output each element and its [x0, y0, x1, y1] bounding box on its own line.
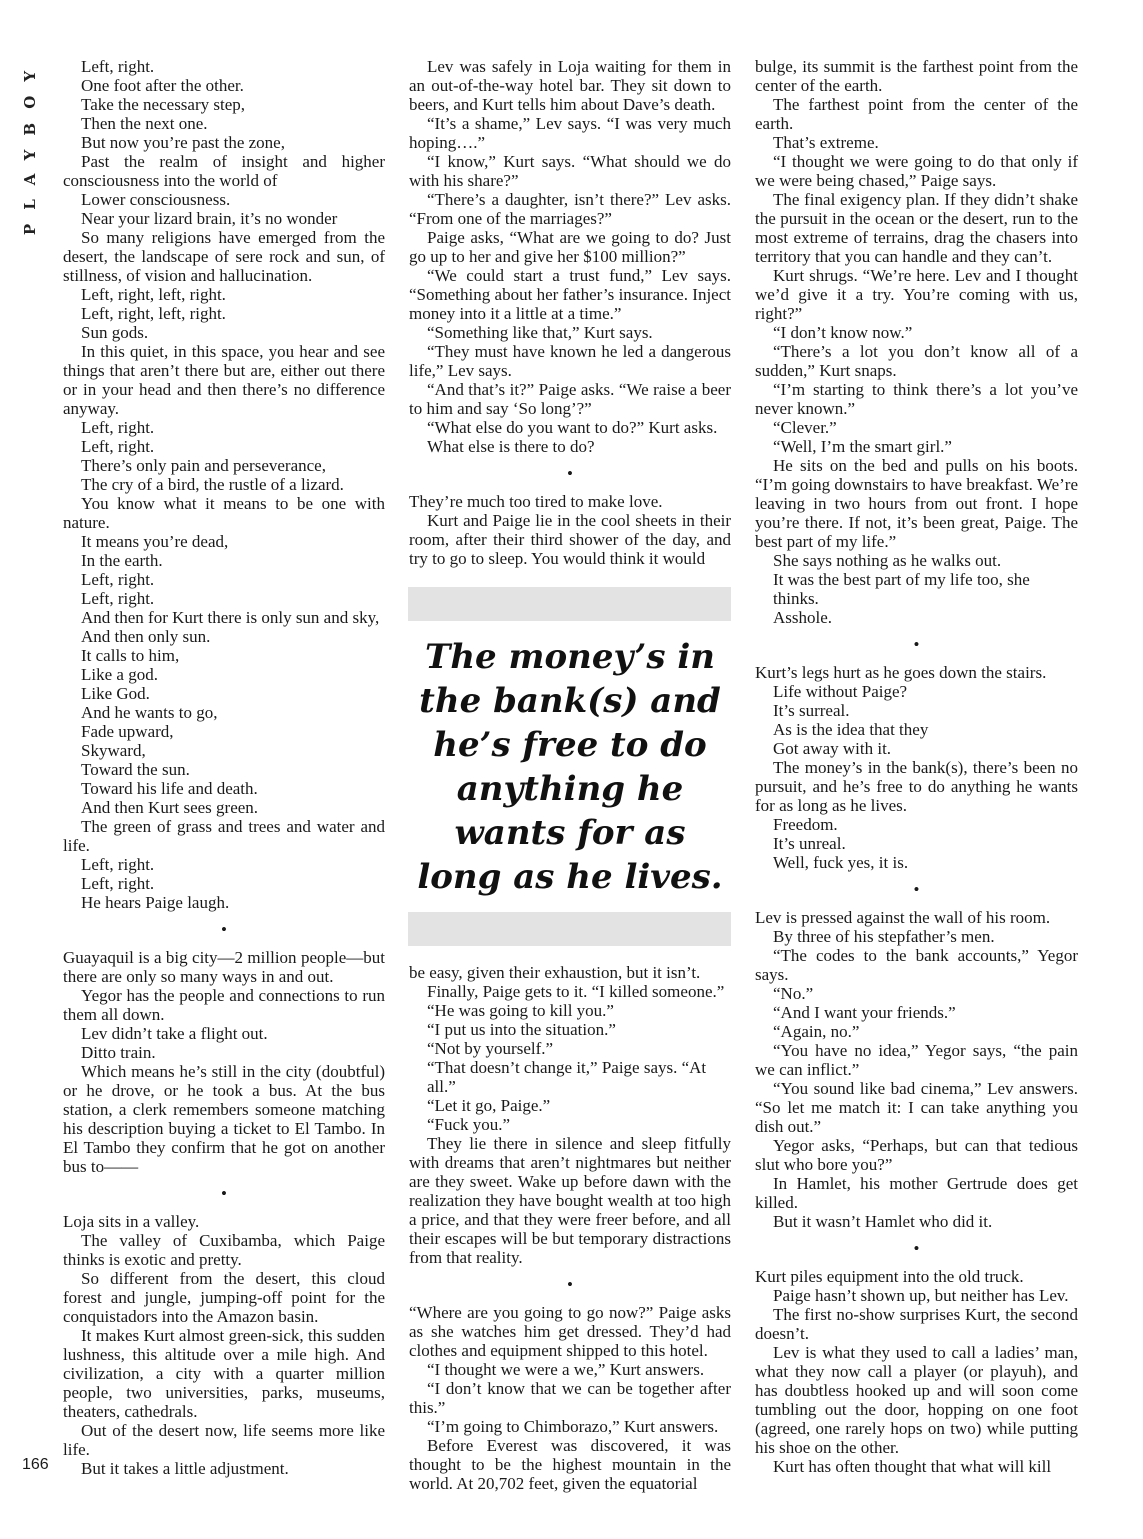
- paragraph: be easy, given their exhaustion, but it isn’t.: [409, 963, 701, 982]
- paragraph: And then only sun.: [81, 627, 211, 646]
- paragraph: “I put us into the situation.”: [427, 1020, 616, 1039]
- paragraph: Kurt has often thought that what will kill: [773, 1457, 1052, 1476]
- section-separator: •: [567, 1275, 573, 1294]
- paragraph: What else is there to do?: [427, 437, 595, 456]
- paragraph: Sun gods.: [81, 323, 149, 342]
- paragraph: Left, right, left, right.: [81, 285, 226, 304]
- paragraph: Left, right.: [81, 589, 155, 608]
- section-separator: •: [221, 920, 227, 939]
- paragraph: Got away with it.: [773, 739, 892, 758]
- paragraph: Left, right.: [81, 855, 155, 874]
- paragraph: Which means he’s still in the city (doubtful) or he drove, or he took a bus. At the bus station, a clerk remembers someone matching his description buying a ticket to El Tambo. In El Tambo they confirm that he got on another bus to——: [63, 1062, 385, 1176]
- paragraph: “What else do you want to do?” Kurt asks.: [427, 418, 718, 437]
- section-separator: •: [913, 880, 920, 899]
- paragraph: Toward the sun.: [81, 760, 190, 779]
- paragraph: Lev is pressed against the wall of his room.: [755, 908, 1051, 927]
- paragraph: Lev was safely in Loja waiting for them in an out-of-the-way hotel bar. They sit down to beers, and Kurt tells him about Dave’s death.: [409, 57, 731, 114]
- paragraph: It’s unreal.: [773, 834, 846, 853]
- paragraph: Left, right.: [81, 874, 155, 893]
- paragraph: It means you’re dead,: [81, 532, 229, 551]
- paragraph: And he wants to go,: [81, 703, 218, 722]
- paragraph: But it takes a little adjustment.: [81, 1459, 289, 1478]
- paragraph: That’s extreme.: [773, 133, 879, 152]
- paragraph: Like God.: [81, 684, 150, 703]
- paragraph: Well, fuck yes, it is.: [773, 853, 909, 872]
- paragraph: Like a god.: [81, 665, 158, 684]
- paragraph: Kurt’s legs hurt as he goes down the stairs.: [755, 663, 1047, 682]
- paragraph: Left, right.: [81, 57, 155, 76]
- paragraph: Fade upward,: [81, 722, 174, 741]
- paragraph: The green of grass and trees and water and life.: [63, 817, 385, 855]
- paragraph: Before Everest was discovered, it was thought to be the highest mountain in the world. At 20,702 feet, given the equatorial: [409, 1436, 731, 1493]
- paragraph: They’re much too tired to make love.: [409, 492, 663, 511]
- paragraph: The final exigency plan. If they didn’t shake the pursuit in the ocean or the desert, run to the most extreme of terrains, drag the chasers into territory that you can handle and they can’t.: [755, 190, 1078, 266]
- paragraph: Kurt piles equipment into the old truck.: [755, 1267, 1024, 1286]
- paragraph: Paige asks, “What are we going to do? Just go up to her and give her $100 million?”: [409, 228, 731, 266]
- paragraph: “It’s a shame,” Lev says. “I was very much hoping….”: [409, 114, 731, 152]
- paragraph: It’s surreal.: [773, 701, 850, 720]
- paragraph: They lie there in silence and sleep fitfully with dreams that aren’t nightmares but neither are they sweet. Wake up before dawn with the realization they have bought wealth at too high a price, and that they were freer before, and all their escapes will be but temporary distractions from that reality.: [409, 1134, 731, 1267]
- paragraph: Paige hasn’t shown up, but neither has Lev.: [773, 1286, 1069, 1305]
- paragraph: “I’m going to Chimborazo,” Kurt answers.: [427, 1417, 719, 1436]
- paragraph: “The codes to the bank accounts,” Yegor says.: [755, 946, 1078, 984]
- masthead: PLAYBOY: [21, 56, 39, 236]
- pull-quote-top-bar: [408, 587, 731, 621]
- paragraph: The first no-show surprises Kurt, the second doesn’t.: [755, 1305, 1078, 1343]
- paragraph: “Well, I’m the smart girl.”: [773, 437, 952, 456]
- paragraph: It calls to him,: [81, 646, 180, 665]
- column-1: [63, 57, 385, 1478]
- paragraph: Life without Paige?: [773, 682, 908, 701]
- paragraph: “I thought we were going to do that only if we were being chased,” Paige says.: [755, 152, 1078, 190]
- paragraph: By three of his stepfather’s men.: [773, 927, 995, 946]
- paragraph: Left, right.: [81, 437, 155, 456]
- paragraph: “Where are you going to go now?” Paige asks as she watches him get dressed. They’d had clothes and equipment shipped to this hotel.: [409, 1303, 731, 1360]
- paragraph: You know what it means to be one with nature.: [63, 494, 385, 532]
- paragraph: Toward his life and death.: [81, 779, 258, 798]
- paragraph: “Clever.”: [773, 418, 837, 437]
- paragraph: And then Kurt sees green.: [81, 798, 259, 817]
- section-separator: •: [567, 464, 573, 483]
- paragraph: “You sound like bad cinema,” Lev answers. “So let me match it: I can take anything you dish out.”: [755, 1079, 1078, 1136]
- paragraph: “I don’t know that we can be together after this.”: [409, 1379, 731, 1417]
- pull-quote-bottom-bar: [408, 912, 731, 946]
- paragraph: Kurt and Paige lie in the cool sheets in their room, after their third shower of the day, and try to go to sleep. You would think it would: [409, 511, 731, 568]
- paragraph: “Something like that,” Kurt says.: [427, 323, 653, 342]
- column-2-top: [409, 57, 731, 568]
- paragraph: Yegor asks, “Perhaps, but can that tedious slut who bore you?”: [755, 1136, 1078, 1174]
- section-separator: •: [221, 1184, 227, 1203]
- paragraph: So different from the desert, this cloud forest and jungle, jumping-off point for the conquistadors into the Amazon basin.: [63, 1269, 385, 1326]
- column-2-bottom: [409, 963, 731, 1493]
- paragraph: It makes Kurt almost green-sick, this sudden lushness, this altitude over a mile high. And civilization, a city with a quarter million people, two universities, parks, museums, theaters, cathedrals.: [63, 1326, 385, 1421]
- paragraph: As is the idea that they: [773, 720, 929, 739]
- paragraph: Near your lizard brain, it’s no wonder: [81, 209, 338, 228]
- paragraph: She says nothing as he walks out.: [773, 551, 1002, 570]
- pull-quote: The money’s in the bank(s) and he’s free to do anything he wants for as long as he lives.: [417, 637, 723, 897]
- paragraph: bulge, its summit is the farthest point from the center of the earth.: [755, 57, 1078, 95]
- paragraph: Finally, Paige gets to it. “I killed someone.”: [427, 982, 725, 1001]
- paragraph: Past the realm of insight and higher consciousness into the world of: [63, 152, 385, 190]
- section-separator: •: [913, 1239, 920, 1258]
- paragraph: “I don’t know now.”: [773, 323, 913, 342]
- paragraph: “Let it go, Paige.”: [427, 1096, 551, 1115]
- paragraph: But now you’re past the zone,: [81, 133, 285, 152]
- paragraph: Kurt shrugs. “We’re here. Lev and I thought we’d give it a try. You’re coming with us, right?”: [755, 266, 1078, 323]
- paragraph: “And that’s it?” Paige asks. “We raise a beer to him and say ‘So long’?”: [409, 380, 731, 418]
- paragraph: There’s only pain and perseverance,: [81, 456, 326, 475]
- paragraph: The money’s in the bank(s), there’s been no pursuit, and he’s free to do anything he wants for as long as he lives.: [755, 758, 1078, 815]
- paragraph: The valley of Cuxibamba, which Paige thinks is exotic and pretty.: [63, 1231, 385, 1269]
- paragraph: Lev didn’t take a flight out.: [81, 1024, 268, 1043]
- paragraph: Left, right.: [81, 418, 155, 437]
- paragraph: The farthest point from the center of the earth.: [755, 95, 1078, 133]
- paragraph: “There’s a daughter, isn’t there?” Lev asks. “From one of the marriages?”: [409, 190, 731, 228]
- paragraph: Ditto train.: [81, 1043, 156, 1062]
- paragraph: Skyward,: [81, 741, 146, 760]
- paragraph: “We could start a trust fund,” Lev says. “Something about her father’s insurance. Inject money into it a little at a time.”: [409, 266, 731, 323]
- paragraph: So many religions have emerged from the desert, the landscape of sere rock and sun, of stillness, of vision and hallucination.: [63, 228, 385, 285]
- paragraph: In this quiet, in this space, you hear and see things that aren’t there but are, either out there or in your head and then there’s no difference anyway.: [63, 342, 385, 418]
- paragraph: Out of the desert now, life seems more like life.: [63, 1421, 385, 1459]
- paragraph: He sits on the bed and pulls on his boots. “I’m going downstairs to have breakfast. We’re leaving in two hours from out front. I hope you’re there. If not, it’s been great, Paige. The best part of my life.”: [755, 456, 1078, 551]
- section-separator: •: [913, 635, 920, 654]
- paragraph: He hears Paige laugh.: [81, 893, 230, 912]
- paragraph: Asshole.: [773, 608, 833, 627]
- paragraph: In the earth.: [81, 551, 163, 570]
- paragraph: Take the necessary step,: [81, 95, 246, 114]
- paragraph: “That doesn’t change it,” Paige says. “At all.”: [427, 1058, 707, 1096]
- paragraph: Yegor has the people and connections to run them all down.: [63, 986, 385, 1024]
- paragraph: In Hamlet, his mother Gertrude does get killed.: [755, 1174, 1078, 1212]
- paragraph: It was the best part of my life too, she thinks.: [773, 570, 1030, 608]
- column-3: [755, 57, 1078, 1476]
- page-number: 166: [22, 1456, 49, 1473]
- paragraph: Left, right, left, right.: [81, 304, 226, 323]
- paragraph: Guayaquil is a big city—2 million people—but there are only so many ways in and out.: [63, 948, 385, 986]
- paragraph: But it wasn’t Hamlet who did it.: [773, 1212, 993, 1231]
- paragraph: “No.”: [773, 984, 814, 1003]
- paragraph: The cry of a bird, the rustle of a lizard.: [81, 475, 344, 494]
- paragraph: “They must have known he led a dangerous life,” Lev says.: [409, 342, 731, 380]
- paragraph: Loja sits in a valley.: [63, 1212, 200, 1231]
- paragraph: “I thought we were a we,” Kurt answers.: [427, 1360, 705, 1379]
- paragraph: Lower consciousness.: [81, 190, 231, 209]
- paragraph: One foot after the other.: [81, 76, 244, 95]
- paragraph: “Again, no.”: [773, 1022, 860, 1041]
- paragraph: “And I want your friends.”: [773, 1003, 956, 1022]
- paragraph: “He was going to kill you.”: [427, 1001, 614, 1020]
- paragraph: “Fuck you.”: [427, 1115, 511, 1134]
- paragraph: Left, right.: [81, 570, 155, 589]
- paragraph: “Not by yourself.”: [427, 1039, 554, 1058]
- paragraph: Freedom.: [773, 815, 838, 834]
- paragraph: “I know,” Kurt says. “What should we do with his share?”: [409, 152, 731, 190]
- paragraph: “I’m starting to think there’s a lot you’ve never known.”: [755, 380, 1078, 418]
- paragraph: “There’s a lot you don’t know all of a sudden,” Kurt snaps.: [755, 342, 1078, 380]
- paragraph: Lev is what they used to call a ladies’ man, what they now call a player (or playuh), and has doubtless hooked up and will soon come tumbling out the door, hopping on one foot (agreed, one rarely hops on two) while putting his shoe on the other.: [755, 1343, 1078, 1457]
- paragraph: “You have no idea,” Yegor says, “the pain we can inflict.”: [755, 1041, 1078, 1079]
- paragraph: Then the next one.: [81, 114, 208, 133]
- paragraph: And then for Kurt there is only sun and sky,: [81, 608, 380, 627]
